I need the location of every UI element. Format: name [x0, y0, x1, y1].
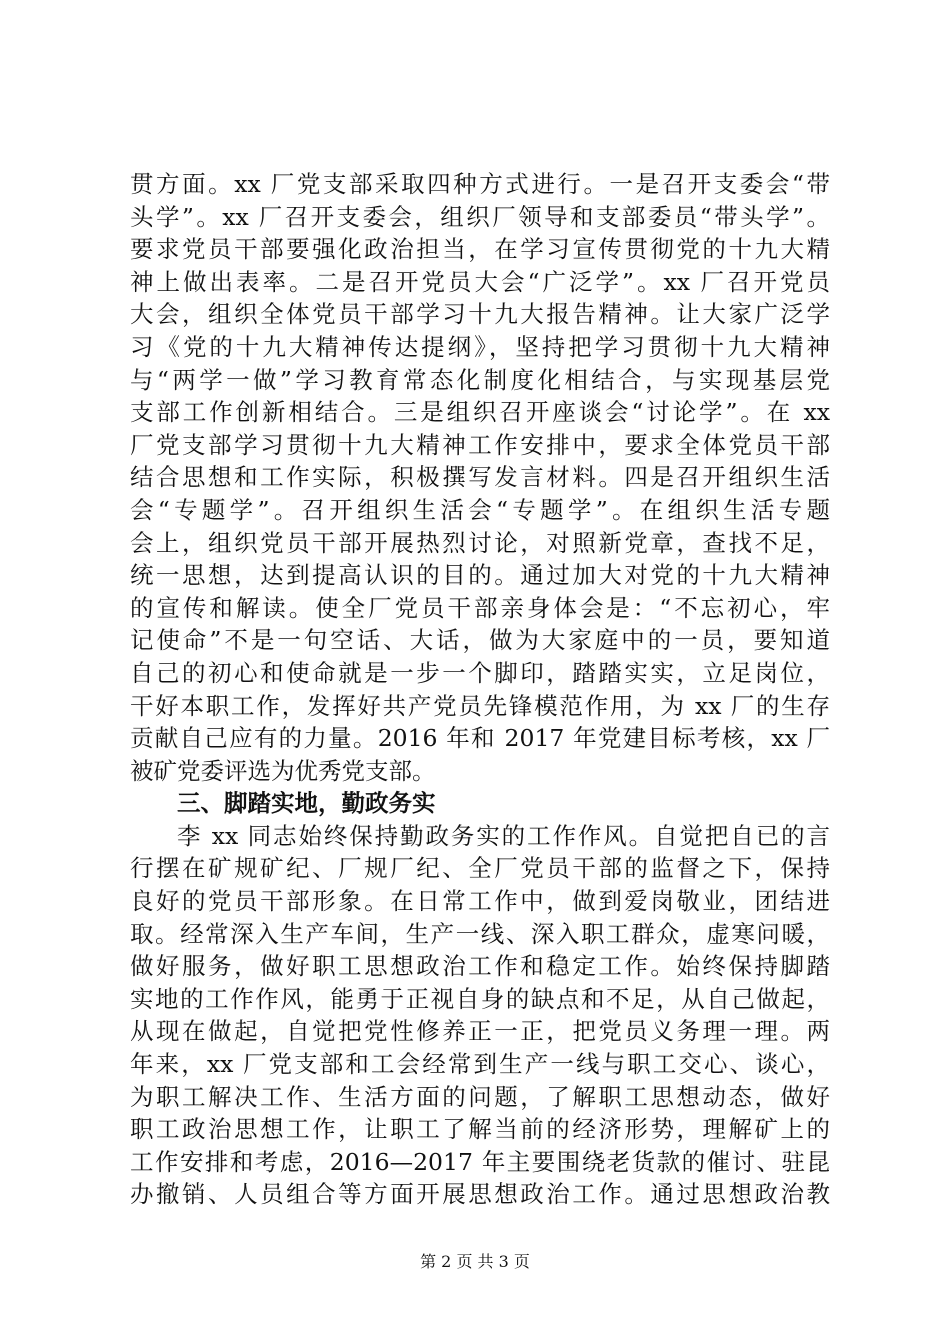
- text-line: 从现在做起，自觉把党性修养正一正，把党员义务理一理。两: [130, 1017, 830, 1046]
- text-line: 被矿党委评选为优秀党支部。: [130, 756, 436, 785]
- text-line: 会“专题学”。召开组织生活会“专题学”。在组织生活专题: [130, 495, 830, 524]
- text-line: 记使命”不是一句空话、大话，做为大家庭中的一员，要知道: [130, 626, 830, 655]
- document-body: [130, 168, 830, 1211]
- section-heading: 三、脚踏实地，勤政务实: [177, 789, 436, 818]
- text-line: 为职工解决工作、生活方面的问题，了解职工思想动态，做好: [130, 1082, 830, 1111]
- page-footer: 第 2 页 共 3 页: [420, 1252, 530, 1271]
- text-line: 贯方面。xx 厂党支部采取四种方式进行。一是召开支委会“带: [130, 170, 830, 198]
- text-line: 李 xx 同志始终保持勤政务实的工作作风。自觉把自已的言: [177, 821, 830, 850]
- text-line: 会上，组织党员干部开展热烈讨论，对照新党章，查找不足，: [130, 528, 830, 557]
- text-line: 结合思想和工作实际，积极撰写发言材料。四是召开组织生活: [130, 463, 830, 492]
- text-line: 厂党支部学习贯彻十九大精神工作安排中，要求全体党员干部: [130, 430, 830, 459]
- text-line: 头学”。xx 厂召开支委会，组织厂领导和支部委员“带头学”。: [130, 202, 830, 231]
- text-line: 贡献自己应有的力量。2016 年和 2017 年党建目标考核，xx 厂: [130, 724, 830, 753]
- text-line: 与“两学一做”学习教育常态化制度化相结合，与实现基层党: [130, 365, 830, 394]
- text-line: 良好的党员干部形象。在日常工作中，做到爱岗敬业，团结进: [130, 887, 830, 916]
- text-line: 神上做出表率。二是召开党员大会“广泛学”。xx 厂召开党员: [130, 267, 830, 296]
- text-line: 年来，xx 厂党支部和工会经常到生产一线与职工交心、谈心，: [130, 1050, 830, 1079]
- text-line: 支部工作创新相结合。三是组织召开座谈会“讨论学”。在 xx: [130, 398, 830, 427]
- text-line: 要求党员干部要强化政治担当，在学习宣传贯彻党的十九大精: [130, 235, 830, 264]
- text-line: 做好服务，做好职工思想政治工作和稳定工作。始终保持脚踏: [130, 952, 830, 981]
- text-line: 干好本职工作，发挥好共产党员先锋模范作用，为 xx 厂的生存: [130, 691, 830, 720]
- text-line: 办撤销、人员组合等方面开展思想政治工作。通过思想政治教: [130, 1180, 830, 1209]
- text-line: 习《党的十九大精神传达提纲》，坚持把学习贯彻十九大精神: [130, 332, 830, 361]
- text-line: 实地的工作作风，能勇于正视自身的缺点和不足，从自己做起，: [130, 984, 830, 1013]
- text-line: 大会，组织全体党员干部学习十九大报告精神。让大家广泛学: [130, 300, 830, 329]
- text-line: 工作安排和考虑，2016—2017 年主要围绕老货款的催讨、驻昆: [130, 1147, 830, 1176]
- text-line: 自己的初心和使命就是一步一个脚印，踏踏实实，立足岗位，: [130, 658, 830, 687]
- text-line: 行摆在矿规矿纪、厂规厂纪、全厂党员干部的监督之下，保持: [130, 854, 830, 883]
- text-line: 的宣传和解读。使全厂党员干部亲身体会是：“不忘初心，牢: [130, 593, 830, 622]
- text-line: 取。经常深入生产车间，生产一线、深入职工群众，虚寒问暖，: [130, 919, 830, 948]
- text-line: 职工政治思想工作，让职工了解当前的经济形势，理解矿上的: [130, 1115, 830, 1144]
- text-line: 统一思想，达到提高认识的目的。通过加大对党的十九大精神: [130, 561, 830, 590]
